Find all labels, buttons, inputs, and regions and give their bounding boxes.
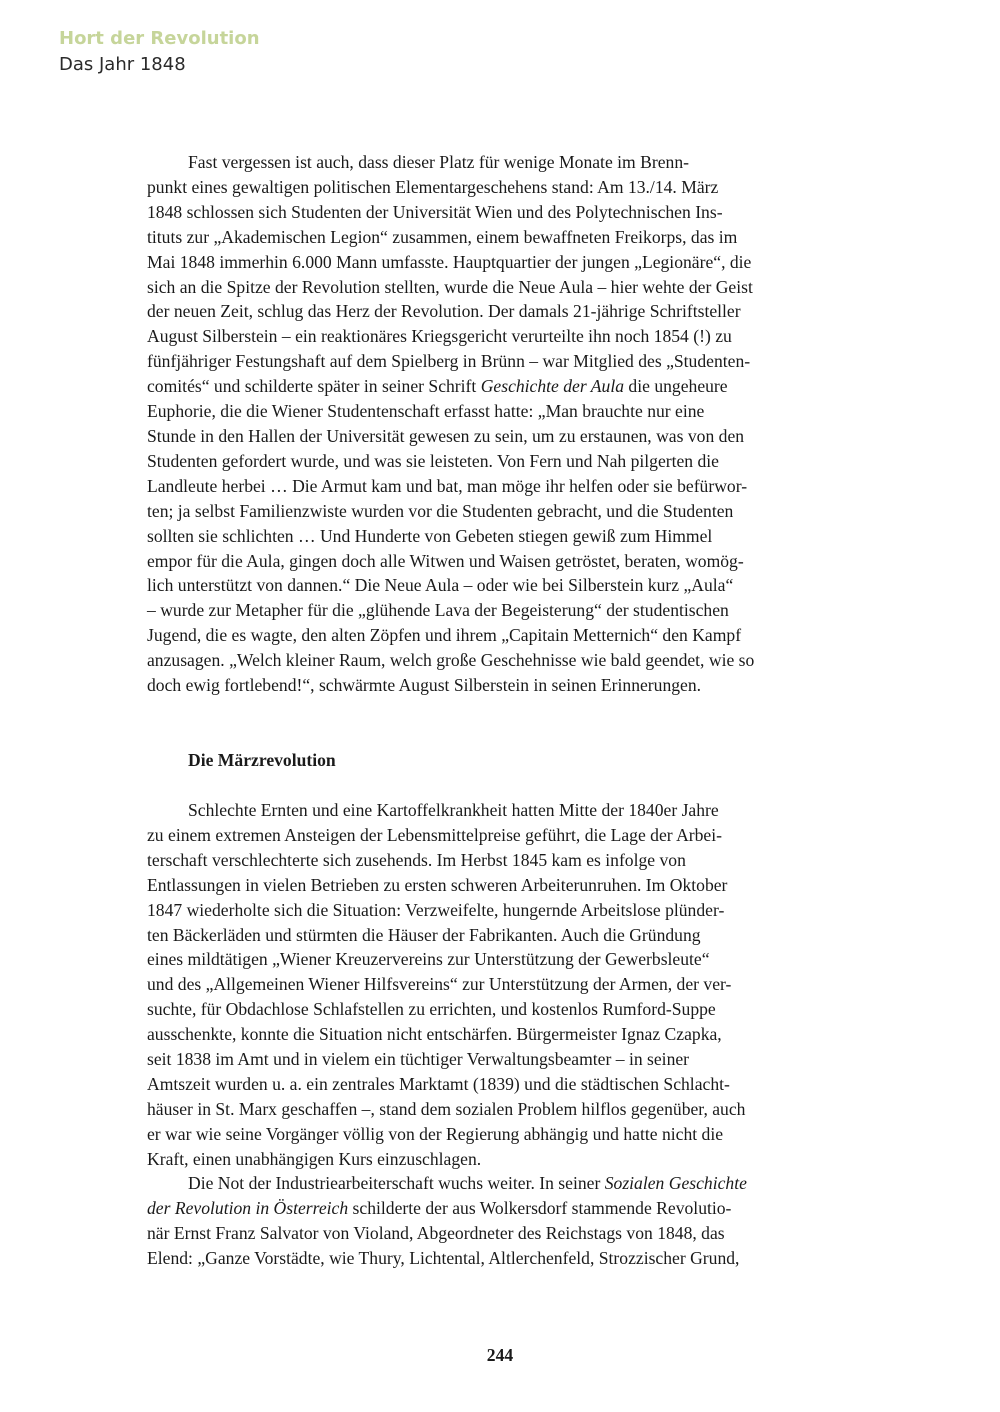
text-run: August Silberstein – ein reaktionäres Kriegsgericht verurteilte ihn noch 1854 (!) zu: [147, 326, 732, 347]
text-run: terschaft verschlechterte sich zusehends. Im Herbst 1845 kam es infolge von: [147, 849, 686, 870]
text-line: [147, 823, 853, 848]
text-line: [147, 349, 853, 374]
text-line: [147, 1171, 853, 1196]
text-line: [147, 1047, 853, 1072]
text-line: [147, 848, 853, 873]
text-line: [147, 1147, 853, 1172]
text-run: anzusagen. „Welch kleiner Raum, welch große Geschehnisse wie bald geendet, wie so: [147, 650, 755, 671]
text-run: die ungeheure: [624, 376, 728, 397]
text-run: doch ewig fortlebend!“, schwärmte August Silberstein in seinen Erinnerungen.: [147, 675, 702, 696]
text-line: [147, 898, 853, 923]
text-run: Elend: „Ganze Vorstädte, wie Thury, Lichtental, Altlerchenfeld, Strozzischer Grund,: [147, 1247, 740, 1268]
text-line: [147, 374, 853, 399]
text-line: [147, 623, 853, 648]
italic-title: der Revolution in Österreich: [147, 1197, 349, 1218]
running-head-section: Das Jahr 1848: [59, 54, 186, 75]
text-line: [147, 424, 853, 449]
text-run: fünfjähriger Festungshaft auf dem Spielberg in Brünn – war Mitglied des „Studenten-: [147, 351, 751, 372]
text-run: eines mildtätigen „Wiener Kreuzervereins zur Unterstützung der Gewerbsleute“: [147, 949, 710, 970]
text-line: [147, 873, 853, 898]
text-line: [147, 150, 853, 175]
text-line: [147, 1196, 853, 1221]
text-line: [147, 324, 853, 349]
text-run: Fast vergessen ist auch, dass dieser Platz für wenige Monate im Brenn-: [188, 152, 689, 172]
page-number: 244: [486, 1345, 514, 1365]
text-run: Euphorie, die die Wiener Studentenschaft erfasst hatte: „Man brauchte nur eine: [147, 401, 705, 422]
section-heading: Die Märzrevolution: [188, 750, 336, 770]
text-line: [147, 972, 853, 997]
text-line: [147, 250, 853, 275]
text-line: [147, 299, 853, 324]
text-run: und des „Allgemeinen Wiener Hilfsvereins“ zur Unterstützung der Armen, der ver-: [147, 974, 732, 995]
text-run: 1847 wiederholte sich die Situation: Verzweifelte, hungernde Arbeitslose plünder-: [147, 899, 725, 920]
text-line: [147, 399, 853, 424]
text-line: [147, 1022, 853, 1047]
text-run: Kraft, einen unabhängigen Kurs einzuschlagen.: [147, 1148, 482, 1169]
text-line: [147, 275, 853, 300]
text-run: ausschenkte, konnte die Situation nicht entschärfen. Bürgermeister Ignaz Czapka,: [147, 1024, 722, 1045]
text-line: [147, 200, 853, 225]
text-run: Die Not der Industriearbeiterschaft wuchs weiter. In seiner: [188, 1173, 605, 1193]
text-run: zu einem extremen Ansteigen der Lebensmittelpreise geführt, die Lage der Arbei-: [147, 824, 722, 845]
text-run: lich unterstützt von dannen.“ Die Neue Aula – oder wie bei Silberstein kurz „Aula“: [147, 575, 734, 596]
text-line: [147, 449, 853, 474]
text-run: der neuen Zeit, schlug das Herz der Revolution. Der damals 21-jährige Schriftsteller: [147, 301, 741, 322]
text-line: [147, 947, 853, 972]
italic-title: Geschichte der Aula: [480, 376, 625, 397]
text-run: ten Bäckerläden und stürmten die Häuser der Fabrikanten. Auch die Gründung: [147, 924, 701, 945]
text-line: [147, 673, 853, 698]
text-line: [147, 598, 853, 623]
text-line: [147, 1097, 853, 1122]
text-run: när Ernst Franz Salvator von Violand, Abgeordneter des Reichstags von 1848, das: [147, 1222, 725, 1243]
text-run: Landleute herbei … Die Armut kam und bat, man möge ihr helfen oder sie befürwor-: [147, 475, 748, 496]
text-line: [147, 1072, 853, 1097]
text-line: [147, 648, 853, 673]
text-line: [147, 1246, 853, 1271]
text-run: Mai 1848 immerhin 6.000 Mann umfasste. Hauptquartier der jungen „Legionäre“, die: [147, 251, 752, 272]
running-head: [59, 26, 260, 78]
text-run: punkt eines gewaltigen politischen Elementargeschehens stand: Am 13./14. März: [147, 176, 719, 197]
text-line: [147, 1221, 853, 1246]
text-run: 1848 schlossen sich Studenten der Universität Wien und des Polytechnischen Ins-: [147, 201, 723, 222]
text-line: [147, 499, 853, 524]
text-run: Schlechte Ernten und eine Kartoffelkrankheit hatten Mitte der 1840er Jahre: [188, 800, 719, 820]
text-line: [147, 997, 853, 1022]
text-run: seit 1838 im Amt und in vielem ein tüchtiger Verwaltungsbeamter – in seiner: [147, 1049, 690, 1070]
text-run: – wurde zur Metapher für die „glühende Lava der Begeisterung“ der studentischen: [147, 600, 729, 621]
text-line: [147, 474, 853, 499]
text-line: [147, 923, 853, 948]
running-head-chapter: Hort der Revolution: [59, 28, 260, 49]
italic-title: Sozialen Geschichte: [604, 1173, 747, 1193]
text-run: Entlassungen in vielen Betrieben zu ersten schweren Arbeiterunruhen. Im Oktober: [147, 874, 728, 895]
text-run: sollten sie schlichten … Und Hunderte von Gebeten stiegen gewiß zum Himmel: [147, 525, 713, 546]
text-run: er war wie seine Vorgänger völlig von der Regierung abhängig und hatte nicht die: [147, 1123, 724, 1144]
text-line: [147, 524, 853, 549]
paragraph-industriearbeiterschaft: [147, 1171, 853, 1271]
text-run: Studenten gefordert wurde, und was sie leisteten. Von Fern und Nah pilgerten die: [147, 450, 719, 471]
text-run: tituts zur „Akademischen Legion“ zusammen, einem bewaffneten Freikorps, das im: [147, 226, 738, 247]
text-run: Amtszeit wurden u. a. ein zentrales Marktamt (1839) und die städtischen Schlacht-: [147, 1073, 730, 1094]
text-line: [147, 549, 853, 574]
text-run: empor für die Aula, gingen doch alle Witwen und Waisen getröstet, beraten, womög-: [147, 550, 744, 571]
text-run: häuser in St. Marx geschaffen –, stand dem sozialen Problem hilflos gegenüber, auch: [147, 1098, 746, 1119]
text-run: schilderte der aus Wolkersdorf stammende Revolutio-: [348, 1197, 732, 1218]
text-run: Jugend, die es wagte, den alten Zöpfen und ihrem „Capitain Metternich“ den Kampf: [147, 625, 742, 646]
paragraph-aula: [147, 150, 853, 698]
text-line: [147, 573, 853, 598]
text-run: suchte, für Obdachlose Schlafstellen zu errichten, und kostenlos Rumford-Suppe: [147, 999, 716, 1020]
paragraph-maerzrevolution: [147, 798, 853, 1172]
text-run: comités“ und schilderte später in seiner Schrift: [147, 376, 481, 397]
text-line: [147, 225, 853, 250]
text-line: [147, 798, 853, 823]
text-line: [147, 1122, 853, 1147]
text-run: ten; ja selbst Familienzwiste wurden vor die Studenten gebracht, und die Studenten: [147, 500, 734, 521]
text-run: Stunde in den Hallen der Universität gewesen zu sein, um zu erstaunen, was von den: [147, 425, 745, 446]
text-line: [147, 175, 853, 200]
text-run: sich an die Spitze der Revolution stellten, wurde die Neue Aula – hier wehte der Geist: [147, 276, 753, 297]
